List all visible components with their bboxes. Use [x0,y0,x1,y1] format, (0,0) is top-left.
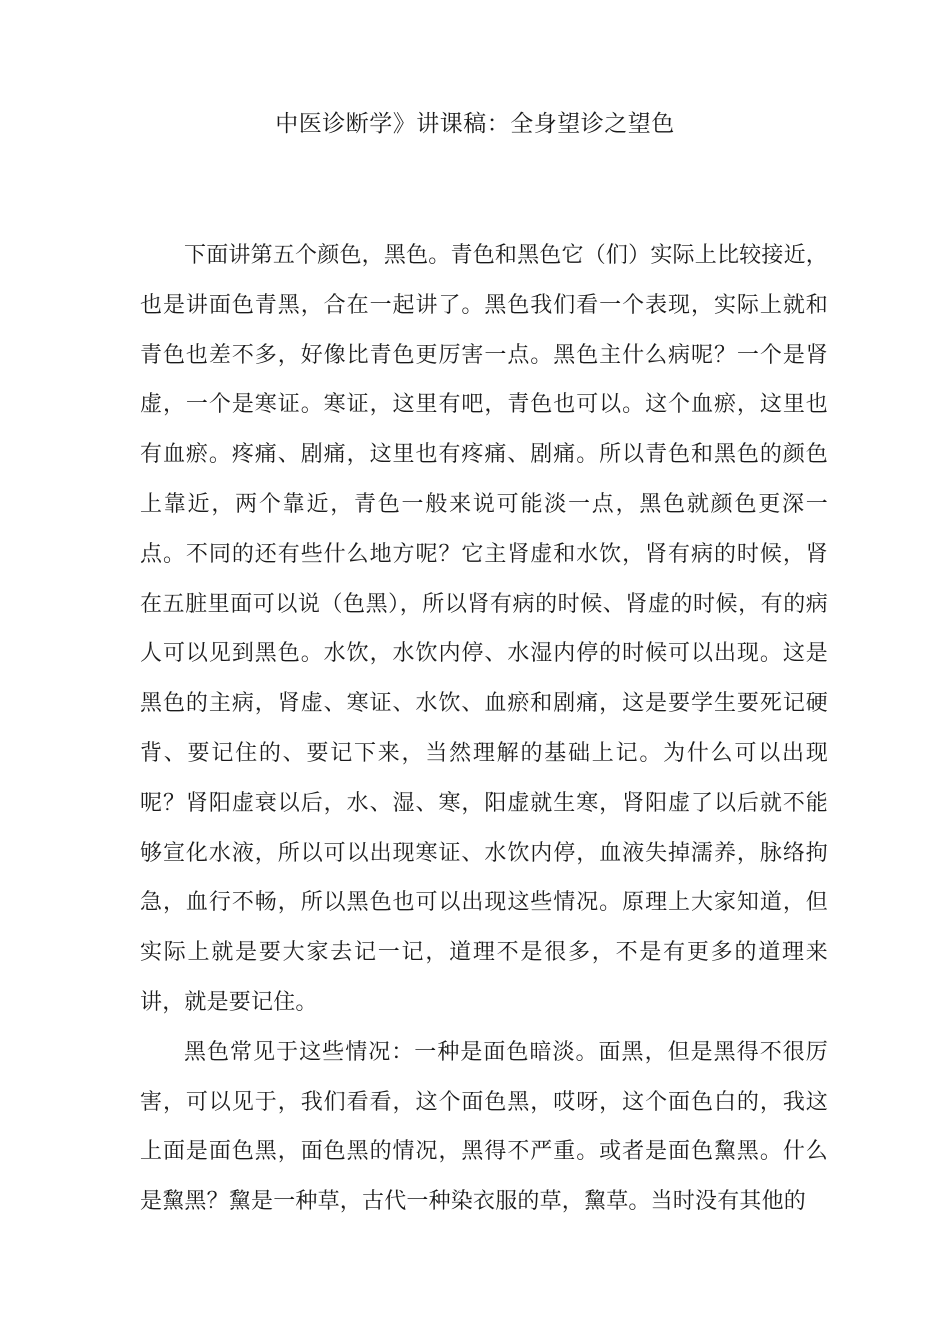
paragraph: 下面讲第五个颜色，黑色。青色和黑色它（们）实际上比较接近，也是讲面色青黑，合在一起讲了。黑色我们看一个表现，实际上就和青色也差不多，好像比青色更厉害一点。黑色主什么病呢？一个是肾虚，一个是寒证。寒证，这里有吧，青色也可以。这个血瘀，这里也有血瘀。疼痛、剧痛，这里也有疼痛、剧痛。所以青色和黑色的颜色上靠近，两个靠近，青色一般来说可能淡一点，黑色就颜色更深一点。不同的还有些什么地方呢？它主肾虚和水饮，肾有病的时候，肾在五脏里面可以说（色黑），所以肾有病的时候、肾虚的时候，有的病人可以见到黑色。水饮，水饮内停、水湿内停的时候可以出现。这是黑色的主病，肾虚、寒证、水饮、血瘀和剧痛，这是要学生要死记硬背、要记住的、要记下来，当然理解的基础上记。为什么可以出现呢？肾阳虚衰以后，水、湿、寒，阳虚就生寒，肾阳虚了以后就不能够宣化水液，所以可以出现寒证、水饮内停，血液失掉濡养，脉络拘急，血行不畅，所以黑色也可以出现这些情况。原理上大家知道，但实际上就是要大家去记一记，道理不是很多，不是有更多的道理来讲，就是要记住。 [140,243,828,1015]
document-title: 中医诊断学》讲课稿：全身望诊之望色 [275,111,675,137]
paragraph: 黑色常见于这些情况：一种是面色暗淡。面黑，但是黑得不很厉害，可以见于，我们看看，这个面色黑，哎呀，这个面色白的，我这上面是面色黑，面色黑的情况，黑得不严重。或者是面色黧黑。什么是黧黑？黧是一种草，古代一种染衣服的草，黧草。当时没有其他的 [140,1039,828,1215]
document-body [140,231,828,1227]
